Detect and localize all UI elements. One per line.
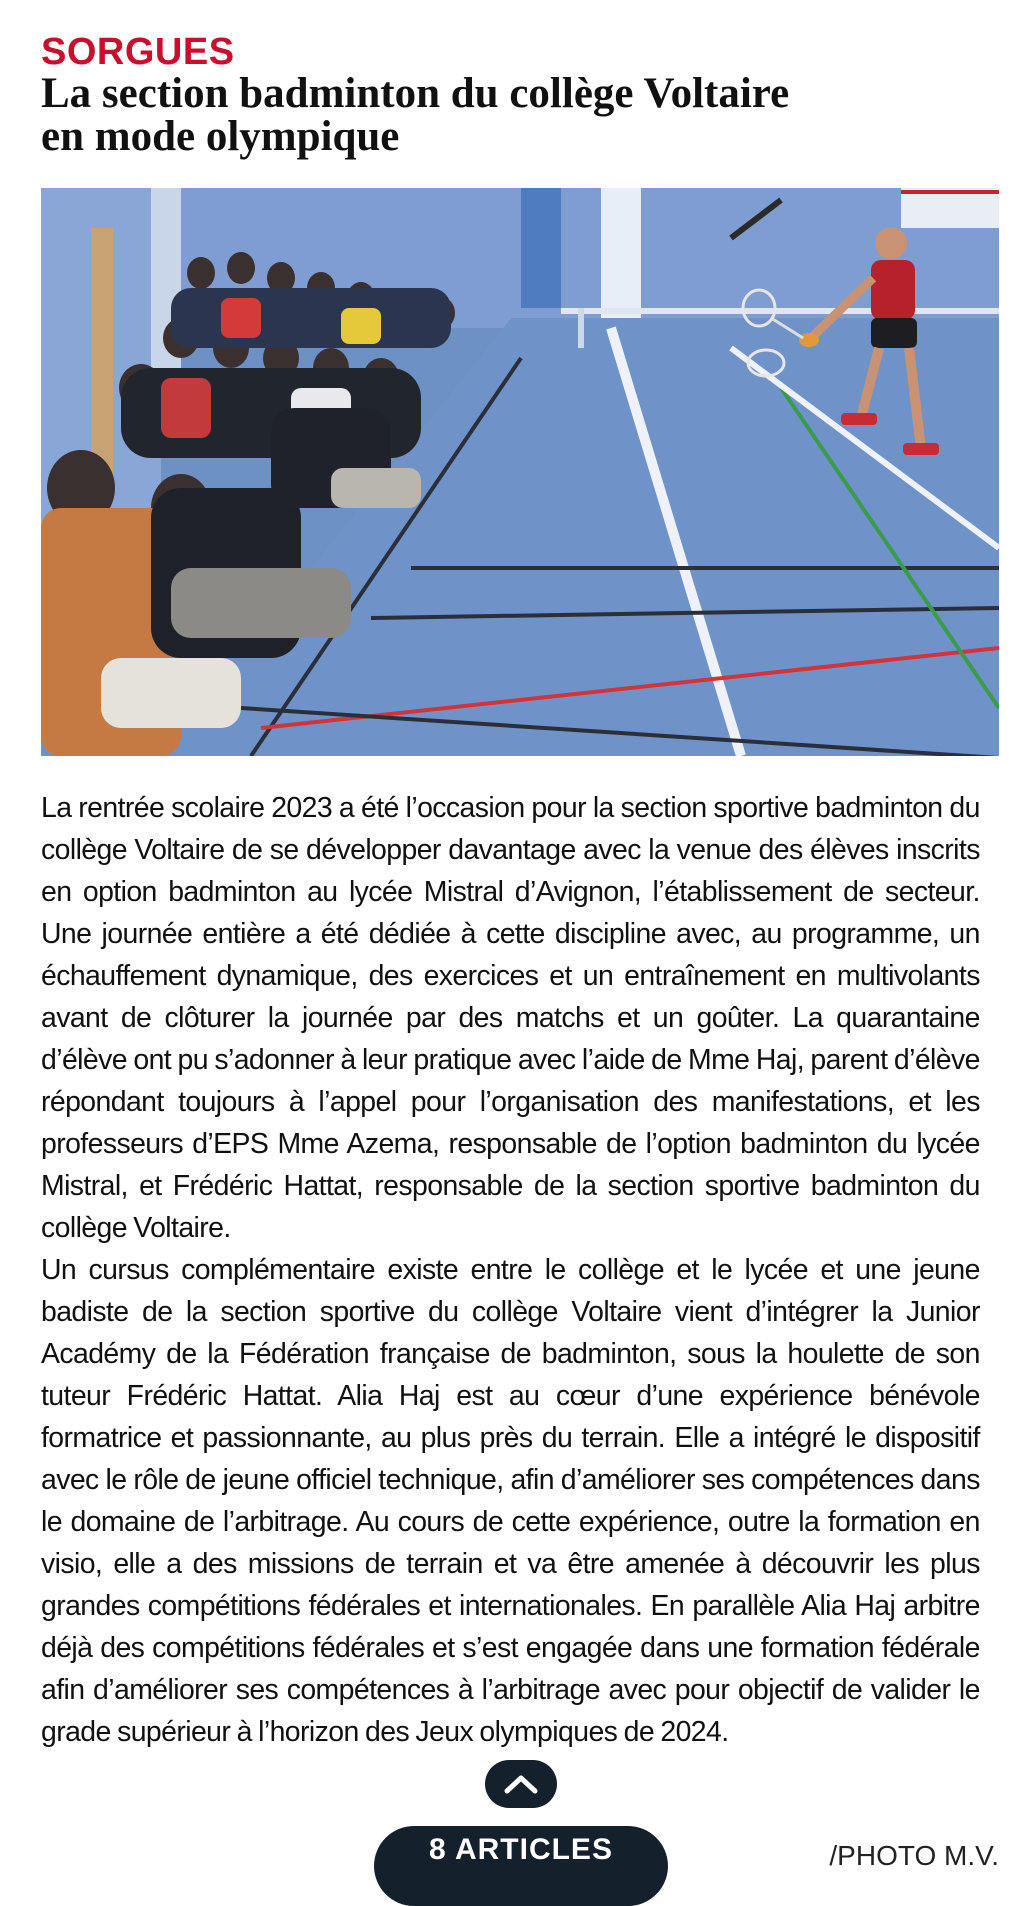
headline-line-2: en mode olympique xyxy=(41,113,400,160)
gym-photo-illustration xyxy=(41,188,999,756)
articles-count-button[interactable] xyxy=(374,1826,668,1906)
scroll-to-top-button[interactable] xyxy=(485,1760,557,1808)
article-body xyxy=(41,787,980,1753)
section-kicker: SORGUES xyxy=(41,31,235,73)
photo-credit: /PHOTO M.V. xyxy=(829,1840,999,1871)
article-paragraph-1: La rentrée scolaire 2023 a été l’occasion pour la section sportive badminton du collège Voltaire de se développer davantage avec la venue des élèves inscrits en option badminton au lycée Mistral d’Avignon, l’établissement de secteur. Une journée entière a été dédiée à cette discipline avec, au programme, un échauffement dynamique, des exercices et un entraînement en multivolants avant de clôturer la journée par des matchs et un goûter. La quarantaine d’élève ont pu s’adonner à leur pratique avec l’aide de Mme Haj, parent d’élève répondant toujours à l’appel pour l’organisation des manifestations, et les professeurs d’EPS Mme Azema, responsable de l’option badminton du lycée Mistral, et Frédéric Hattat, responsable de la section sportive badminton du collège Voltaire. xyxy=(41,792,980,1244)
headline-line-1: La section badminton du collège Voltaire xyxy=(41,70,790,117)
article-headline xyxy=(41,72,941,158)
chevron-up-icon xyxy=(503,1773,539,1795)
article-photo xyxy=(41,188,999,756)
article-paragraph-2: Un cursus complémentaire existe entre le collège et le lycée et une jeune badiste de la section sportive du collège Voltaire vient d’intégrer la Junior Académy de la Fédération française de badminton, sous la houlette de son tuteur Frédéric Hattat. Alia Haj est au cœur d’une expérience bénévole formatrice et passionnante, au plus près du terrain. Elle a intégré le dispositif avec le rôle de jeune officiel technique, afin d’améliorer ses compétences dans le domaine de l’arbitrage. Au cours de cette expérience, outre la formation en visio, elle a des missions de terrain et va être amenée à découvrir les plus grandes compétitions fédérales et internationales. En parallèle Alia Haj arbitre déjà des compétitions fédérales et s’est engagée dans une formation fédérale afin d’améliorer ses compétences à l’arbitrage avec pour objectif de valider le grade supérieur à l’horizon des Jeux olympiques de 2024. xyxy=(41,1254,980,1748)
articles-count-label: 8 ARTICLES xyxy=(429,1833,613,1866)
